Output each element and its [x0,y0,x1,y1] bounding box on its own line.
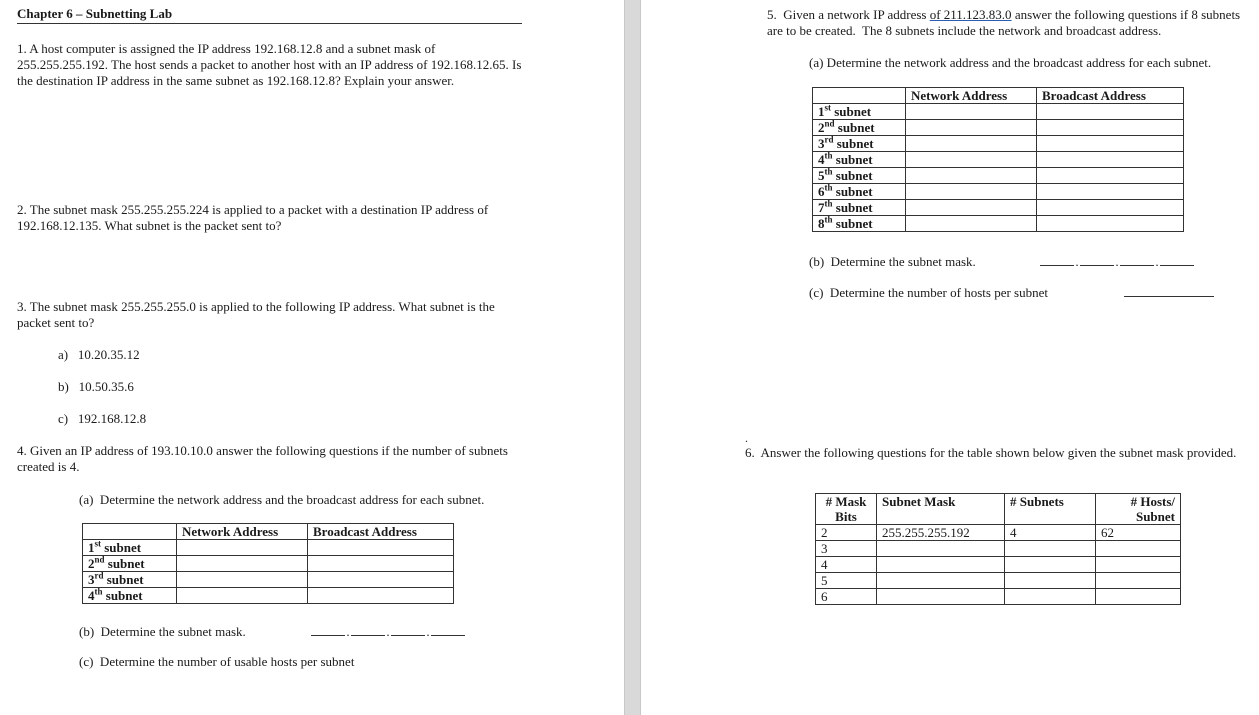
subnet-mask-cell: 255.255.255.192 [877,525,1005,541]
subnet-label: 7th subnet [813,200,906,216]
broadcast-address-cell[interactable] [308,588,454,604]
table-row [816,557,1181,573]
subnet-mask-blanks[interactable]: . . . [1040,254,1194,270]
question-6-mask-table [815,493,1181,605]
question-2: 2. The subnet mask 255.255.255.224 is applied to a packet with a destination IP address of 192.168.12.135. What subnet is the packet sent to? [17,202,489,233]
table-row [813,104,1184,120]
network-address-cell[interactable] [906,152,1037,168]
table-row [83,572,454,588]
broadcast-address-cell[interactable] [1037,216,1184,232]
table-row [813,200,1184,216]
broadcast-address-cell[interactable] [1037,184,1184,200]
subnet-label: 4th subnet [83,588,177,604]
document-title: Chapter 6 – Subnetting Lab [17,6,522,24]
table-row [816,541,1181,557]
broadcast-address-cell[interactable] [308,572,454,588]
stray-mark: . [745,431,748,445]
subnet-mask-cell[interactable] [877,589,1005,605]
right-page [641,0,1259,715]
question-5-part-a: (a) Determine the network address and the broadcast address for each subnet. [809,55,1212,70]
question-3-option-a: a) 10.20.35.12 [58,347,140,362]
table-header-hosts: # Hosts/ Subnet [1096,494,1181,525]
table-header-network: Network Address [177,524,308,540]
network-address-cell[interactable] [906,120,1037,136]
page-gutter [624,0,641,715]
subnet-label: 5th subnet [813,168,906,184]
table-row [813,152,1184,168]
mask-bits-cell: 3 [816,541,877,557]
broadcast-address-cell[interactable] [1037,136,1184,152]
question-3-option-b: b) 10.50.35.6 [58,379,134,394]
broadcast-address-cell[interactable] [1037,200,1184,216]
network-address-cell[interactable] [177,540,308,556]
hosts-cell[interactable] [1096,557,1181,573]
question-4-part-c: (c) Determine the number of usable hosts per subnet [79,654,355,669]
subnet-label: 2nd subnet [83,556,177,572]
subnets-cell[interactable] [1005,557,1096,573]
table-row [816,589,1181,605]
hosts-cell[interactable] [1096,589,1181,605]
table-row [83,588,454,604]
network-address-cell[interactable] [177,556,308,572]
network-address-cell[interactable] [906,104,1037,120]
question-5-subnet-table [812,87,1184,232]
table-header-broadcast: Broadcast Address [1037,88,1184,104]
table-row [813,120,1184,136]
question-5-part-b: (b) Determine the subnet mask. [809,254,976,269]
subnet-label: 1st subnet [813,104,906,120]
hosts-cell[interactable] [1096,573,1181,589]
network-address-cell[interactable] [177,588,308,604]
question-1: 1. A host computer is assigned the IP address 192.168.12.8 and a subnet mask of 255.255.255.192. The host sends a packet to another host with an IP address of 192.168.12.65. Is the destination IP address in the same subnet as 192.168.12.8? Explain your answer. [17,41,522,88]
broadcast-address-cell[interactable] [308,540,454,556]
table-header-subnets: # Subnets [1005,494,1096,525]
subnet-mask-cell[interactable] [877,541,1005,557]
table-header-mask-bits: # Mask Bits [816,494,877,525]
question-5-part-c: (c) Determine the number of hosts per subnet [809,285,1048,300]
subnets-cell[interactable] [1005,589,1096,605]
table-header-broadcast: Broadcast Address [308,524,454,540]
question-4-part-b: (b) Determine the subnet mask. [79,624,246,639]
subnets-cell[interactable] [1005,573,1096,589]
hosts-per-subnet-blank[interactable] [1124,285,1214,301]
table-header-empty [83,524,177,540]
broadcast-address-cell[interactable] [1037,120,1184,136]
subnet-label: 6th subnet [813,184,906,200]
broadcast-address-cell[interactable] [1037,152,1184,168]
table-row [813,216,1184,232]
left-page [0,0,624,715]
subnet-label: 4th subnet [813,152,906,168]
network-address-cell[interactable] [906,168,1037,184]
network-address-cell[interactable] [177,572,308,588]
network-address-cell[interactable] [906,216,1037,232]
table-header-network: Network Address [906,88,1037,104]
network-address-cell[interactable] [906,136,1037,152]
mask-bits-cell: 4 [816,557,877,573]
hosts-cell: 62 [1096,525,1181,541]
question-4: 4. Given an IP address of 193.10.10.0 answer the following questions if the number of subnets created is 4. [17,443,508,474]
question-4-part-a: (a) Determine the network address and the broadcast address for each subnet. [79,492,485,507]
table-header-subnet-mask: Subnet Mask [877,494,1005,525]
mask-bits-cell: 5 [816,573,877,589]
network-address-cell[interactable] [906,184,1037,200]
table-row [816,525,1181,541]
mask-bits-cell: 6 [816,589,877,605]
question-4-subnet-table [82,523,454,604]
broadcast-address-cell[interactable] [1037,168,1184,184]
table-row [813,184,1184,200]
hosts-cell[interactable] [1096,541,1181,557]
question-5: 5. Given a network IP address of 211.123.83.0 answer the following questions if 8 subnets are to be created. The 8 subnets include the network and broadcast address. [767,7,1241,38]
table-row [83,556,454,572]
broadcast-address-cell[interactable] [1037,104,1184,120]
subnet-mask-cell[interactable] [877,573,1005,589]
subnet-label: 1st subnet [83,540,177,556]
subnets-cell: 4 [1005,525,1096,541]
broadcast-address-cell[interactable] [308,556,454,572]
table-row [83,540,454,556]
subnets-cell[interactable] [1005,541,1096,557]
subnet-label: 2nd subnet [813,120,906,136]
subnet-label: 3rd subnet [83,572,177,588]
network-address-cell[interactable] [906,200,1037,216]
subnet-mask-cell[interactable] [877,557,1005,573]
subnet-label: 3rd subnet [813,136,906,152]
spellcheck-underlined-ip: of 211.123.83.0 [929,7,1012,22]
table-row [816,573,1181,589]
table-row [813,168,1184,184]
mask-bits-cell: 2 [816,525,877,541]
question-3-option-c: c) 192.168.12.8 [58,411,147,426]
question-3: 3. The subnet mask 255.255.255.0 is applied to the following IP address. What subnet is the packet sent to? [17,299,495,330]
subnet-mask-blanks[interactable]: . . . [311,624,465,640]
table-row [813,136,1184,152]
question-6: 6. Answer the following questions for the table shown below given the subnet mask provided. [745,445,1237,460]
table-header-empty [813,88,906,104]
subnet-label: 8th subnet [813,216,906,232]
